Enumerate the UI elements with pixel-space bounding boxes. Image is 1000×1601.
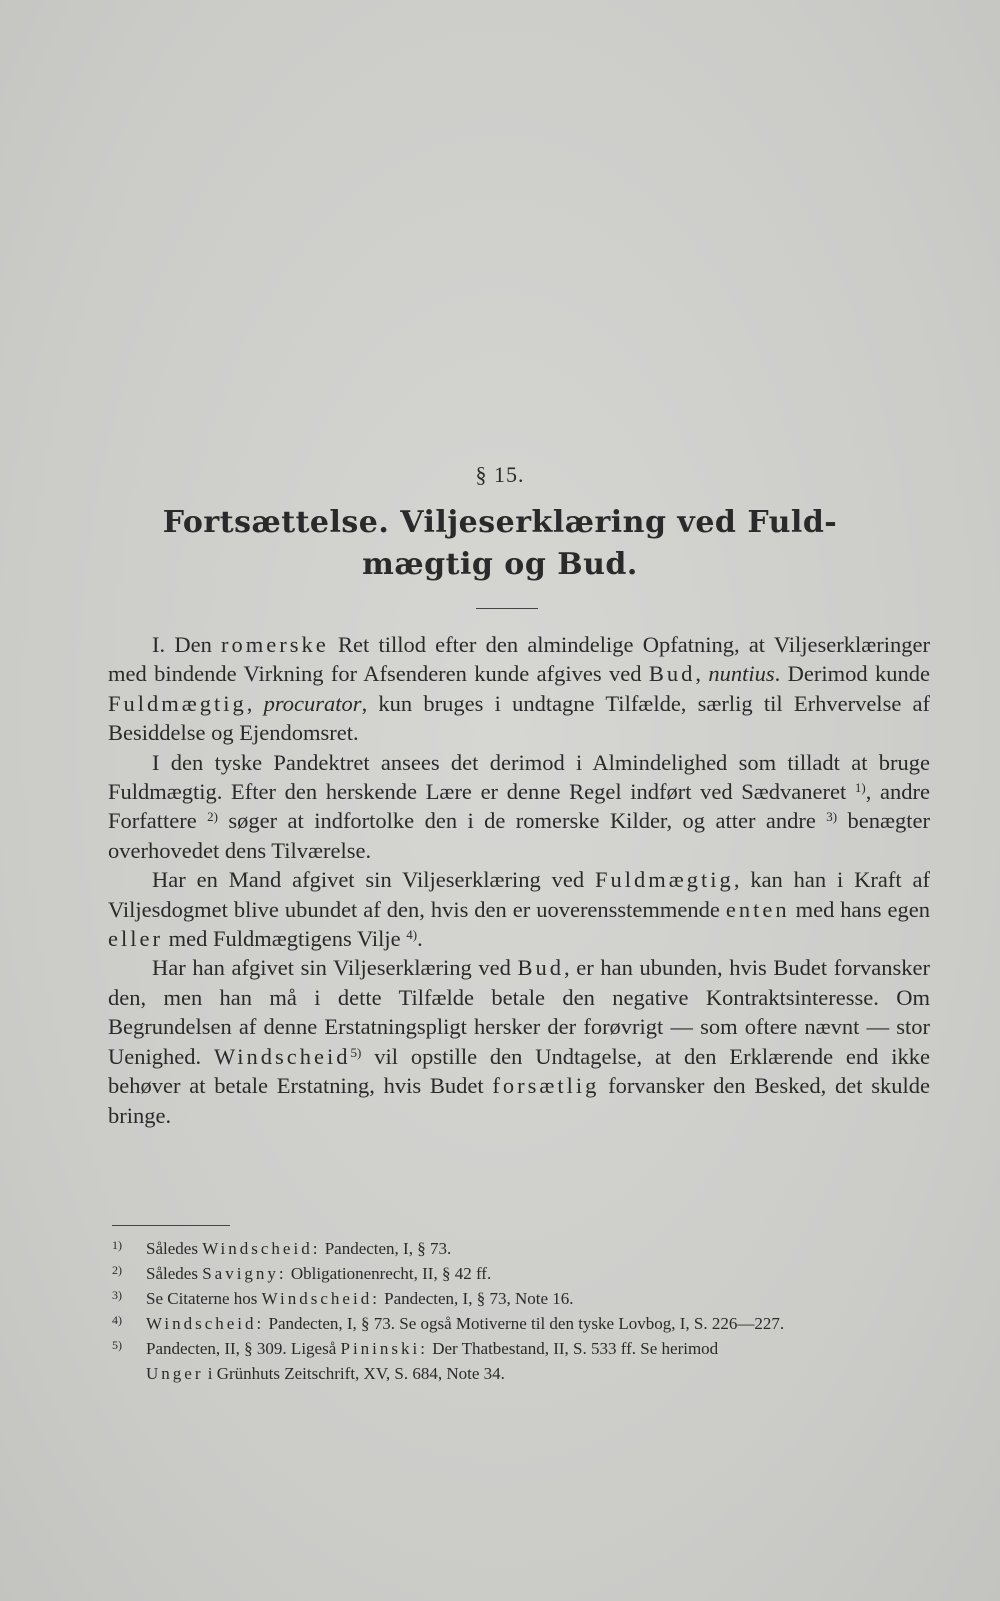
spaced-term: forsætlig [492,1073,600,1099]
paragraph-4 [108,953,930,1129]
footnote-text [146,1286,932,1311]
text-run: Har han afgivet sin Viljeserklæring ved [152,955,518,981]
text-run: Der Thatbestand, II, S. 533 ff. Se herimod [427,1339,719,1358]
footnote-marker: 3) [112,1288,122,1302]
text-run: I. Den [152,632,222,657]
footnote-2 [112,1261,932,1286]
footnote-text [146,1336,932,1361]
text-run: Se Citaterne hos [146,1289,262,1308]
spaced-term: romerske [221,632,329,657]
author-name: Savigny: [202,1264,287,1283]
text-run: Obligationenrecht, II, § 42 ff. [286,1264,492,1283]
paragraph-1 [108,630,930,748]
footnote-4 [112,1311,932,1336]
paragraph-2 [108,748,930,866]
footnote-ref-number: 2 [207,809,214,825]
text-run: benægter overhovedet dens Tilværelse. [108,808,930,863]
spaced-term: Bud [517,955,564,981]
footnote-number: 5 [112,1338,118,1352]
footnotes [112,1236,932,1386]
text-run: søger at indfortolke den i de romerske Kilder, og atter andre [217,808,827,834]
footnote-number: 2 [112,1263,118,1277]
author-name: Unger [146,1364,204,1383]
text-run: , er han ubunden, hvis Budet forvansker den, men han må i dette Tilfælde betale den negative Kontraktsinteresse. Om Begrundelsen af denne Erstatningspligt hersker der forøvrigt — som oftere nævnt — stor Uenighed. [108,955,930,1069]
footnote-ref[interactable]: 5) [350,1044,362,1060]
text-run: , andre Forfattere [108,779,930,834]
footnote-divider [112,1225,230,1226]
section-number: § 15. [475,462,525,487]
footnote-5 [112,1336,932,1361]
footnote-ref-number: 1 [854,780,862,796]
paragraph-3 [108,865,930,953]
title-divider [476,608,538,609]
footnote-marker: 5) [112,1338,122,1352]
footnote-number: 1 [112,1238,118,1252]
text-run: med Fuldmægtigens Vilje [162,926,407,952]
footnote-ref[interactable]: 3) [826,809,838,825]
chapter-title-line-2: mægtig og Bud. [362,547,638,582]
footnote-ref-number: 4 [406,927,413,943]
text-run: Pandecten, I, § 73, Note 16. [379,1289,574,1308]
text-run: Således [146,1264,203,1283]
author-name: Windscheid: [261,1289,380,1308]
footnote-text [146,1236,932,1261]
text-run: Ret tillod efter den almindelige Opfatning, at Viljeserklæringer med bindende Virkning for Afsenderen kunde afgives ved [108,632,930,687]
text-run: Således [146,1239,203,1258]
footnote-marker: 4) [112,1313,122,1327]
text-run: . Derimod kunde [774,661,931,687]
footnote-marker: 2) [112,1263,122,1277]
text-run: I den tyske Pandektret ansees det derimod i Almindelighed som tilladt at bruge Fuldmægtig. Efter den herskende Lære er denne Regel indført ved Sædvaneret [108,749,930,805]
text-run: , [695,661,709,687]
text-run: forvansker den Besked, det skulde bringe. [108,1073,930,1128]
author-name: Pininski: [340,1339,428,1358]
spaced-term: Fuldmægtig [595,867,734,893]
footnote-1 [112,1236,932,1261]
spaced-term: enten [725,896,790,922]
footnote-marker: 1) [112,1238,122,1252]
text-run: , [246,690,264,716]
text-run: med hans egen [789,896,930,922]
text-run: i Grünhuts Zeitschrift, XV, S. 684, Note 34. [203,1364,505,1383]
spaced-term: Windscheid [213,1043,351,1069]
footnote-text [146,1311,932,1336]
footnote-ref[interactable]: 1) [854,780,866,796]
italic-term: nuntius [708,661,775,687]
text-run: Pandecten, II, § 309. Ligeså [146,1339,341,1358]
chapter-title [140,502,860,586]
spaced-term: Bud [648,661,696,687]
author-name: Windscheid: [202,1239,321,1258]
footnote-text [146,1261,932,1286]
text-run: , kun bruges i undtagne Tilfælde, særlig til Erhvervelse af Besiddelse og Ejendomsret. [108,690,931,746]
footnote-number: 3 [112,1288,118,1302]
text-run: , kan han i Kraft af Viljesdogmet blive ubundet af den, hvis den er uoverensstemmende [108,867,930,922]
author-name: Windscheid: [146,1314,265,1333]
footnote-3 [112,1286,932,1311]
text-run: vil opstille den Undtagelse, at den Erklærende end ikke behøver at betale Erstatning, hvis Budet [108,1043,930,1099]
text-run: Har en Mand afgivet sin Viljeserklæring ved [152,867,596,893]
italic-term: procurator [263,690,362,716]
footnote-number: 4 [112,1313,118,1327]
body-text [108,630,930,1130]
footnote-ref-number: 3 [826,809,833,825]
spaced-term: eller [108,926,163,952]
text-run: . [417,926,423,952]
spaced-term: Fuldmægtig [108,690,247,716]
footnote-ref[interactable]: 4) [406,927,418,943]
text-run: Pandecten, I, § 73. [320,1239,452,1258]
text-run: Pandecten, I, § 73. Se også Motiverne til den tyske Lovbog, I, S. 226—227. [264,1314,785,1333]
chapter-title-line-1: Fortsættelse. Viljeserklæring ved Fuld- [162,505,838,540]
footnote-ref-number: 5 [350,1044,358,1060]
footnote-5-continuation [112,1361,932,1386]
footnote-ref[interactable]: 2) [207,809,218,825]
